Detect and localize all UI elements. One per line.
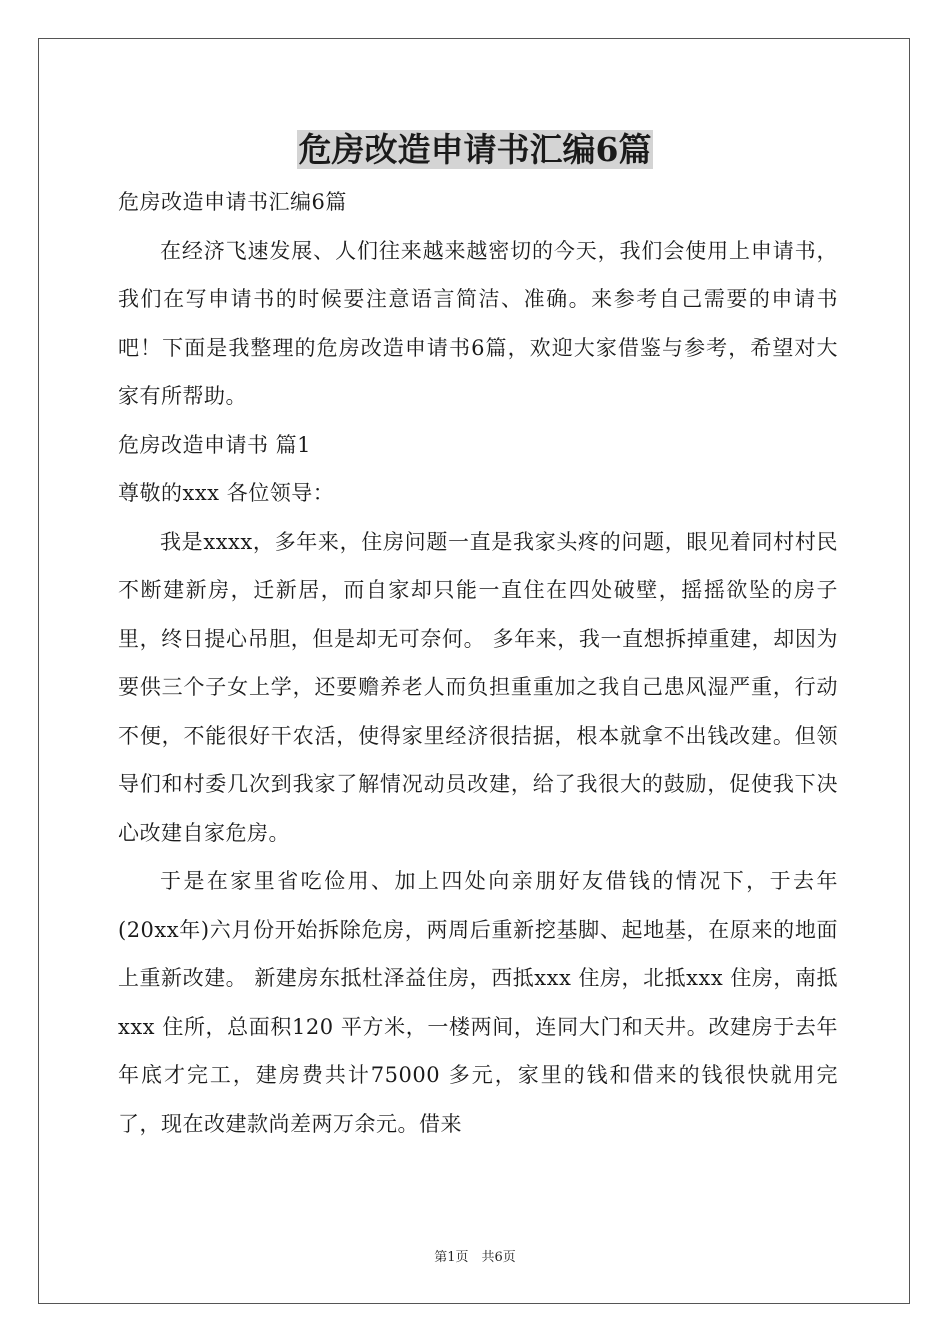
body-paragraph-2: 于是在家里省吃俭用、加上四处向亲朋好友借钱的情况下，于去年(20xx年)六月份开始拆除危房，两周后重新挖基脚、起地基，在原来的地面上重新改建。 新建房东抵杜泽益住房，西抵xxx 住房，北抵xxx 住房，南抵xxx 住所，总面积120 平方米，一楼两间，连同大门和天井。改建房于去年年底才完工，建房费共计75000 多元，家里的钱和借来的钱很快就用完了，现在改建款尚差两万余元。借来 [118, 869, 838, 1136]
document-subtitle: 危房改造申请书汇编6篇 [118, 190, 347, 214]
salutation: 尊敬的xxx 各位领导： [118, 481, 335, 505]
body-paragraph-1: 我是xxxx，多年来，住房问题一直是我家头疼的问题，眼见着同村村民不断建新房，迁新居，而自家却只能一直住在四处破壁，摇摇欲坠的房子里，终日提心吊胆，但是却无可奈何。 多年来，我一直想拆掉重建，却因为要供三个子女上学，还要赡养老人而负担重重加之我自己患风湿严重，行动不便，不能很好干农活，使得家里经济很拮据，根本就拿不出钱改建。但领导们和村委几次到我家了解情况动员改建，给了我很大的鼓励，促使我下决心改建自家危房。 [118, 529, 838, 845]
page-footer: 第1页 共6页 [434, 1250, 516, 1265]
document-body [118, 178, 838, 1148]
document-title [0, 128, 950, 172]
section-heading: 危房改造申请书 篇1 [118, 432, 312, 457]
document-title-text: 危房改造申请书汇编6篇 [298, 130, 652, 169]
intro-paragraph: 在经济飞速发展、人们往来越来越密切的今天，我们会使用上申请书，我们在写申请书的时候要注意语言简洁、准确。来参考自己需要的申请书吧！下面是我整理的危房改造申请书6篇，欢迎大家借鉴与参考，希望对大家有所帮助。 [118, 238, 838, 408]
